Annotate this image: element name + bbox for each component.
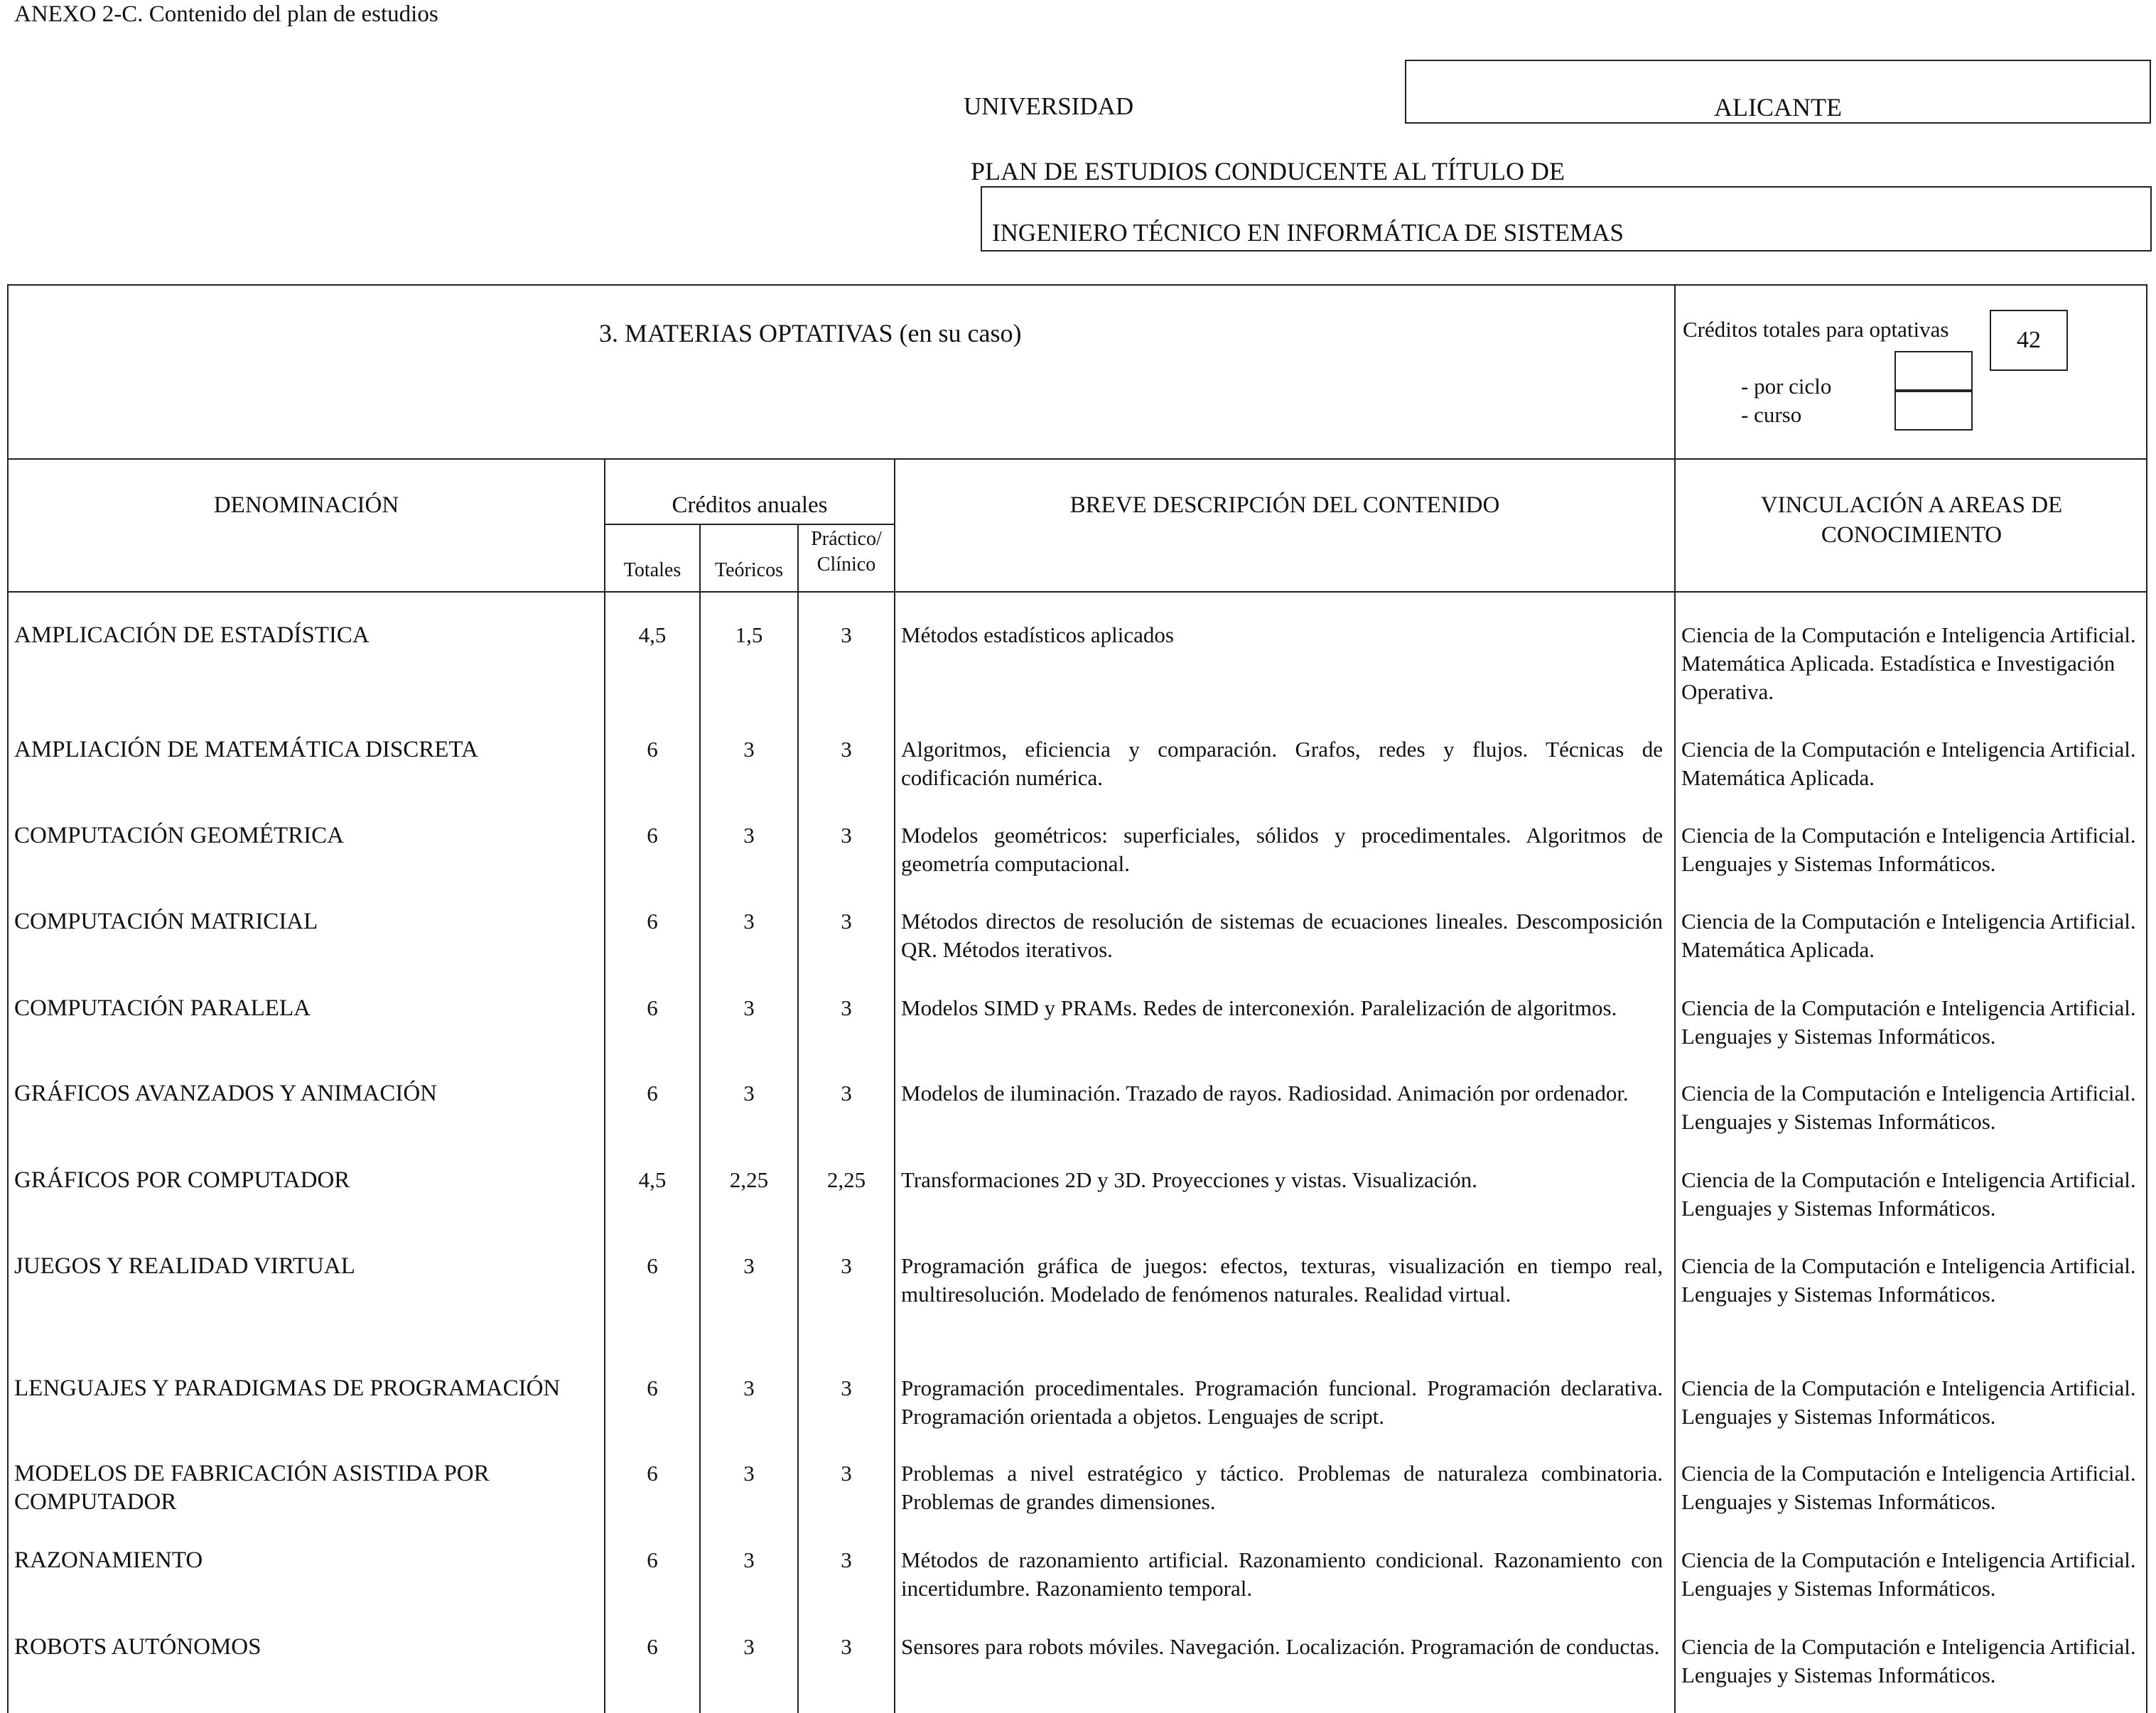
- practical-credits: 3: [841, 1081, 852, 1106]
- total-credits: 4,5: [638, 1167, 667, 1192]
- divider: [7, 458, 2147, 460]
- practical-credits: 3: [841, 622, 852, 647]
- subject-description: Programación gráfica de juegos: efectos, texturas, visualización en tiempo real, multiresolución. Modelado de fenómenos naturales. Realidad virtual.: [901, 1253, 1663, 1307]
- subject-name: GRÁFICOS POR COMPUTADOR: [14, 1167, 350, 1193]
- theory-credits: 3: [743, 995, 755, 1020]
- subject-description: Algoritmos, eficiencia y comparación. Grafos, redes y flujos. Técnicas de codificación numérica.: [901, 737, 1663, 790]
- total-credits: 6: [647, 823, 658, 848]
- practical-credits: 3: [841, 1376, 852, 1400]
- subject-name: COMPUTACIÓN PARALELA: [14, 995, 311, 1021]
- col-header-area-1: VINCULACIÓN A AREAS DE: [1760, 492, 2063, 518]
- divider: [7, 591, 2147, 593]
- annex-heading: ANEXO 2-C. Contenido del plan de estudios: [14, 1, 438, 27]
- subject-name: COMPUTACIÓN GEOMÉTRICA: [14, 823, 344, 848]
- divider: [797, 524, 799, 1713]
- col-header-credits: Créditos anuales: [672, 492, 828, 518]
- total-credits: 6: [647, 909, 658, 934]
- knowledge-area: Ciencia de la Computación e Inteligencia Artificial. Lenguajes y Sistemas Informáticos.: [1681, 1634, 2136, 1687]
- knowledge-area: Ciencia de la Computación e Inteligencia Artificial. Lenguajes y Sistemas Informáticos.: [1681, 1547, 2136, 1601]
- subject-description: Modelos de iluminación. Trazado de rayos. Radiosidad. Animación por ordenador.: [901, 1081, 1629, 1106]
- section-title: 3. MATERIAS OPTATIVAS (en su caso): [599, 319, 1022, 347]
- theory-credits: 3: [743, 1461, 755, 1486]
- total-credits: 6: [647, 1547, 658, 1572]
- subject-description: Modelos SIMD y PRAMs. Redes de interconexión. Paralelización de algoritmos.: [901, 995, 1617, 1020]
- divider: [604, 524, 895, 525]
- knowledge-area: Ciencia de la Computación e Inteligencia Artificial. Matemática Aplicada.: [1681, 737, 2136, 790]
- practical-credits: 3: [841, 737, 852, 762]
- theory-credits: 2,25: [729, 1167, 769, 1192]
- total-credits: 6: [647, 1253, 658, 1278]
- subject-name: GRÁFICOS AVANZADOS Y ANIMACIÓN: [14, 1081, 438, 1106]
- total-credits: 6: [647, 1081, 658, 1106]
- col-header-practical-2: Clínico: [816, 553, 876, 575]
- per-cycle-box: [1894, 351, 1973, 391]
- subject-name: AMPLICACIÓN DE ESTADÍSTICA: [14, 622, 370, 648]
- divider: [699, 524, 701, 1713]
- theory-credits: 3: [743, 1253, 755, 1278]
- practical-credits: 3: [841, 1253, 852, 1278]
- theory-credits: 3: [743, 823, 755, 848]
- knowledge-area: Ciencia de la Computación e Inteligencia Artificial. Lenguajes y Sistemas Informáticos.: [1681, 1081, 2136, 1134]
- subject-name: JUEGOS Y REALIDAD VIRTUAL: [14, 1253, 355, 1279]
- subject-name: MODELOS DE FABRICACIÓN ASISTIDA POR COMPUTADOR: [14, 1461, 490, 1515]
- knowledge-area: Ciencia de la Computación e Inteligencia Artificial. Lenguajes y Sistemas Informáticos.: [1681, 1461, 2136, 1514]
- total-credits: 6: [647, 1634, 658, 1659]
- course-box: [1894, 391, 1973, 431]
- knowledge-area: Ciencia de la Computación e Inteligencia Artificial. Lenguajes y Sistemas Informáticos.: [1681, 1253, 2136, 1307]
- total-credits: 6: [647, 737, 658, 762]
- theory-credits: 1,5: [735, 622, 763, 647]
- col-header-practical-1: Práctico/: [811, 528, 882, 550]
- subject-description: Sensores para robots móviles. Navegación. Localización. Programación de conductas.: [901, 1634, 1660, 1659]
- theory-credits: 3: [743, 1376, 755, 1400]
- knowledge-area: Ciencia de la Computación e Inteligencia Artificial. Lenguajes y Sistemas Informáticos.: [1681, 823, 2136, 876]
- subject-name: ROBOTS AUTÓNOMOS: [14, 1634, 262, 1660]
- total-credits: 6: [647, 1376, 658, 1400]
- plan-label: PLAN DE ESTUDIOS CONDUCENTE AL TÍTULO DE: [971, 157, 1565, 185]
- subject-name: RAZONAMIENTO: [14, 1547, 203, 1573]
- knowledge-area: Ciencia de la Computación e Inteligencia Artificial. Lenguajes y Sistemas Informáticos.: [1681, 995, 2136, 1049]
- theory-credits: 3: [743, 1547, 755, 1572]
- divider: [894, 458, 895, 1713]
- practical-credits: 3: [841, 1461, 852, 1486]
- knowledge-area: Ciencia de la Computación e Inteligencia Artificial. Matemática Aplicada. Estadística e Investigación Operativa.: [1681, 622, 2136, 704]
- col-header-totals: Totales: [623, 559, 681, 581]
- col-header-theory: Teóricos: [714, 559, 783, 581]
- practical-credits: 3: [841, 1634, 852, 1659]
- university-label: UNIVERSIDAD: [964, 92, 1134, 120]
- total-credits-label: Créditos totales para optativas: [1683, 317, 1949, 342]
- subject-name: LENGUAJES Y PARADIGMAS DE PROGRAMACIÓN: [14, 1376, 561, 1401]
- course-label: - curso: [1741, 402, 1802, 427]
- subject-description: Métodos estadísticos aplicados: [901, 622, 1174, 647]
- subject-description: Métodos directos de resolución de sistemas de ecuaciones lineales. Descomposición QR. Métodos iterativos.: [901, 909, 1663, 962]
- degree-title-value: INGENIERO TÉCNICO EN INFORMÁTICA DE SISTEMAS: [992, 219, 1624, 247]
- total-credits: 6: [647, 1461, 658, 1486]
- university-value: ALICANTE: [1714, 93, 1842, 121]
- col-header-area-2: CONOCIMIENTO: [1821, 522, 2003, 548]
- col-header-name: DENOMINACIÓN: [213, 492, 399, 518]
- knowledge-area: Ciencia de la Computación e Inteligencia Artificial. Lenguajes y Sistemas Informáticos.: [1681, 1376, 2136, 1429]
- subject-name: AMPLIACIÓN DE MATEMÁTICA DISCRETA: [14, 737, 478, 762]
- subject-description: Transformaciones 2D y 3D. Proyecciones y vistas. Visualización.: [901, 1167, 1477, 1192]
- practical-credits: 3: [841, 1547, 852, 1572]
- theory-credits: 3: [743, 737, 755, 762]
- subject-description: Programación procedimentales. Programación funcional. Programación declarativa. Programación orientada a objetos. Lenguajes de script.: [901, 1376, 1663, 1429]
- practical-credits: 3: [841, 823, 852, 848]
- subject-name: COMPUTACIÓN MATRICIAL: [14, 909, 318, 934]
- subject-description: Problemas a nivel estratégico y táctico. Problemas de naturaleza combinatoria. Problemas de grandes dimensiones.: [901, 1461, 1663, 1514]
- total-credits-value: 42: [1990, 310, 2068, 371]
- theory-credits: 3: [743, 1634, 755, 1659]
- theory-credits: 3: [743, 1081, 755, 1106]
- practical-credits: 3: [841, 995, 852, 1020]
- knowledge-area: Ciencia de la Computación e Inteligencia Artificial. Lenguajes y Sistemas Informáticos.: [1681, 1167, 2136, 1221]
- knowledge-area: Ciencia de la Computación e Inteligencia Artificial. Matemática Aplicada.: [1681, 909, 2136, 962]
- per-cycle-label: - por ciclo: [1741, 374, 1832, 399]
- total-credits: 4,5: [638, 622, 667, 647]
- subject-description: Modelos geométricos: superficiales, sólidos y procedimentales. Algoritmos de geometría computacional.: [901, 823, 1663, 876]
- practical-credits: 3: [841, 909, 852, 934]
- subject-description: Métodos de razonamiento artificial. Razonamiento condicional. Razonamiento con incertidumbre. Razonamiento temporal.: [901, 1547, 1663, 1601]
- col-header-description: BREVE DESCRIPCIÓN DEL CONTENIDO: [1069, 492, 1500, 518]
- total-credits: 6: [647, 995, 658, 1020]
- theory-credits: 3: [743, 909, 755, 934]
- practical-credits: 2,25: [826, 1167, 866, 1192]
